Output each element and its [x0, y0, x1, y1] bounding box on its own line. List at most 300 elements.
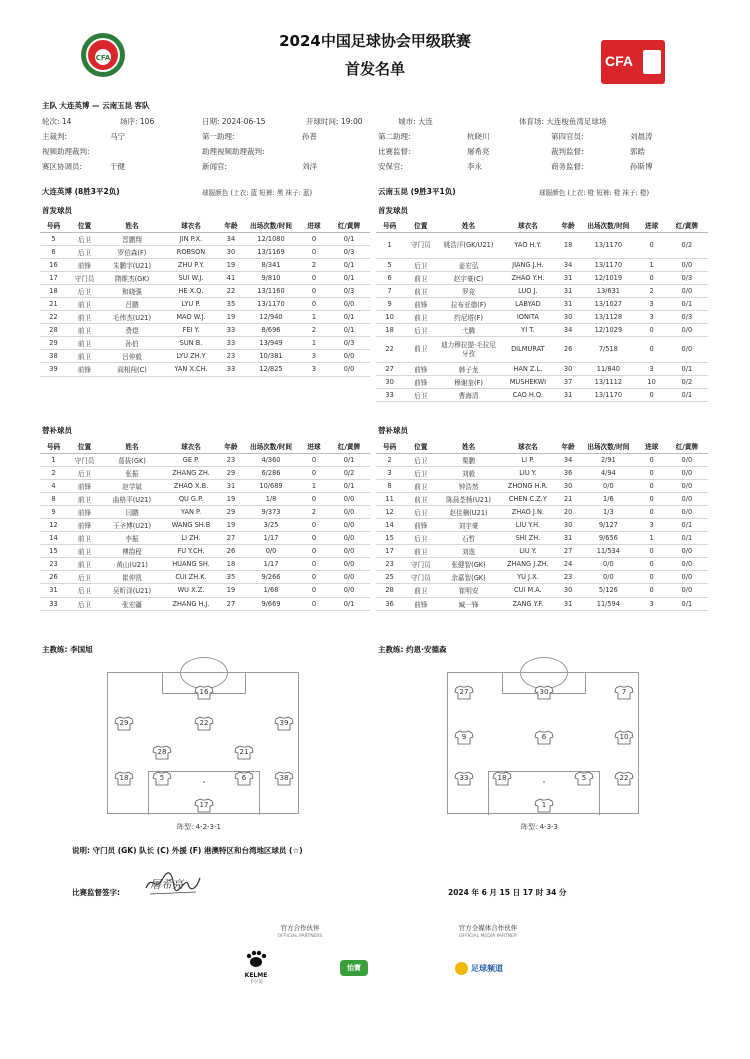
- official-name: 刘洋: [302, 162, 317, 171]
- table-row: [40, 571, 370, 584]
- official-label: 第二助理:: [378, 132, 411, 141]
- table-cell: 36: [376, 597, 403, 610]
- column-header: 出场次数/时间: [579, 219, 637, 232]
- table-cell: 0: [638, 271, 666, 284]
- table-cell: CAO H.Q.: [499, 389, 557, 402]
- table-cell: 前卫: [403, 545, 438, 558]
- table-cell: 0/1: [328, 597, 370, 610]
- table-cell: 12/1019: [579, 271, 637, 284]
- official-label: 助理视频助理裁判:: [202, 147, 265, 156]
- table-cell: 0/0: [666, 453, 708, 466]
- table-cell: 吕仲毅: [102, 350, 162, 363]
- table-cell: 9/810: [242, 271, 300, 284]
- table-cell: 8: [40, 492, 67, 505]
- table-cell: LIU Y.: [499, 466, 557, 479]
- table-cell: 和晓强: [102, 284, 162, 297]
- home-kit: 球服颜色 (上衣: 蓝 短裤: 黑 袜子: 蓝): [202, 189, 313, 197]
- table-cell: 13/1170: [579, 258, 637, 271]
- table-cell: 35: [220, 297, 242, 310]
- table-cell: 0/0: [666, 284, 708, 297]
- table-cell: 0: [300, 532, 328, 545]
- table-cell: 10/381: [242, 350, 300, 363]
- table-cell: 29: [220, 505, 242, 518]
- table-cell: 1/3: [579, 505, 637, 518]
- player-jersey-icon: [234, 745, 254, 760]
- table-row: [376, 453, 708, 466]
- column-header: 进球: [300, 440, 328, 453]
- table-cell: 吕鹏: [102, 297, 162, 310]
- table-cell: 刘宇豪: [438, 518, 498, 531]
- table-cell: 10: [638, 376, 666, 389]
- table-cell: 1: [300, 479, 328, 492]
- table-cell: 0/1: [328, 479, 370, 492]
- jersey-number: 38: [279, 774, 289, 782]
- table-cell: 赵佳楠(U21): [438, 505, 498, 518]
- column-header: 出场次数/时间: [242, 440, 300, 453]
- table-cell: 前卫: [403, 479, 438, 492]
- table-cell: ROBSON: [162, 245, 220, 258]
- table-cell: 前卫: [403, 337, 438, 363]
- table-cell: 后卫: [403, 453, 438, 466]
- player-jersey-icon: [274, 716, 294, 731]
- player-jersey-icon: [194, 685, 214, 700]
- away-formation-pitch: [447, 672, 639, 814]
- table-cell: 0/0: [328, 532, 370, 545]
- player-jersey-icon: [194, 798, 214, 813]
- page-subtitle: 首发名单: [344, 60, 405, 78]
- table-row: [40, 350, 370, 363]
- table-cell: 后卫: [67, 584, 102, 597]
- jersey-number: 7: [621, 688, 627, 696]
- table-row: [40, 597, 370, 610]
- official-name: 屠希亮: [467, 147, 490, 156]
- table-cell: 0: [300, 271, 328, 284]
- table-cell: LI ZH.: [162, 532, 220, 545]
- table-row: [376, 389, 708, 402]
- table-cell: 0/3: [666, 271, 708, 284]
- column-header: 号码: [376, 440, 403, 453]
- table-row: [40, 245, 370, 258]
- sign-datetime: 2024 年 6 月 15 日 17 时 34 分: [448, 888, 567, 897]
- column-header: 位置: [67, 440, 102, 453]
- table-cell: 0: [638, 492, 666, 505]
- jersey-number: 22: [619, 774, 629, 782]
- table-cell: 罗伯森(F): [102, 245, 162, 258]
- column-header: 红/黄牌: [666, 219, 708, 232]
- table-cell: 2: [300, 324, 328, 337]
- official-label: 第一助理:: [202, 132, 235, 141]
- player-jersey-icon: [614, 685, 634, 700]
- table-cell: 19: [220, 258, 242, 271]
- table-cell: 0/0: [666, 466, 708, 479]
- jersey-number: 6: [541, 733, 547, 741]
- table-row: [376, 232, 708, 258]
- table-cell: 0/0: [666, 545, 708, 558]
- table-cell: 0: [300, 284, 328, 297]
- table-cell: 33: [220, 337, 242, 350]
- table-cell: YU J.X.: [499, 571, 557, 584]
- table-cell: 钟浩然: [438, 479, 498, 492]
- away-kit: 球服颜色 (上衣: 橙 短裤: 橙 袜子: 橙): [539, 189, 650, 197]
- table-cell: 1: [300, 337, 328, 350]
- table-cell: 费煜: [102, 324, 162, 337]
- table-cell: 0/0: [328, 297, 370, 310]
- table-cell: 37: [557, 376, 579, 389]
- table-cell: 31: [557, 389, 579, 402]
- player-jersey-icon: [152, 771, 172, 786]
- table-cell: LUO J.: [499, 284, 557, 297]
- table-cell: 29: [220, 466, 242, 479]
- table-cell: 36: [557, 466, 579, 479]
- table-cell: 27: [376, 363, 403, 376]
- table-cell: 0/0: [666, 337, 708, 363]
- home-subs-table: [40, 440, 370, 611]
- column-header: 出场次数/时间: [579, 440, 637, 453]
- table-cell: 0/0: [328, 518, 370, 531]
- table-cell: 0: [638, 571, 666, 584]
- table-cell: 前锋: [403, 518, 438, 531]
- table-cell: 崔仲凯: [102, 571, 162, 584]
- column-header: 球衣名: [162, 440, 220, 453]
- player-jersey-icon: [534, 685, 554, 700]
- table-cell: 0/0: [242, 545, 300, 558]
- table-cell: 10: [376, 310, 403, 323]
- table-cell: 0/0: [666, 323, 708, 336]
- table-cell: 0: [638, 337, 666, 363]
- table-cell: 迪力穆拉提·毛拉尼牙孜: [438, 337, 498, 363]
- jersey-number: 28: [157, 748, 167, 756]
- table-cell: 0: [300, 518, 328, 531]
- official-name: 李永: [467, 162, 482, 171]
- table-cell: 13/1170: [579, 232, 637, 258]
- table-cell: 17: [40, 271, 67, 284]
- table-cell: 5/126: [579, 584, 637, 597]
- table-cell: 臧一锋: [438, 597, 498, 610]
- table-cell: 0/3: [666, 310, 708, 323]
- table-cell: 33: [40, 597, 67, 610]
- table-cell: 13/1170: [579, 389, 637, 402]
- table-cell: 0: [300, 297, 328, 310]
- media-partner-caption: 官方全媒体合作伙伴 OFFICIAL MEDIA PARTNER: [458, 924, 518, 939]
- table-cell: 3: [376, 466, 403, 479]
- home-starters-table: [40, 219, 370, 377]
- official-label: 新闻官:: [202, 162, 228, 171]
- table-cell: 前卫: [67, 337, 102, 350]
- table-cell: 后卫: [403, 505, 438, 518]
- table-cell: SUI W.J.: [162, 271, 220, 284]
- table-cell: 晋鹏翔: [102, 232, 162, 245]
- table-cell: 赵学斌: [102, 479, 162, 492]
- table-cell: 18: [557, 232, 579, 258]
- table-cell: 0: [638, 323, 666, 336]
- table-cell: 黄山(U21): [102, 558, 162, 571]
- table-cell: 后卫: [67, 571, 102, 584]
- table-cell: 33: [220, 324, 242, 337]
- away-starters-label: 首发球员: [378, 206, 408, 215]
- table-row: [40, 558, 370, 571]
- column-header: 年龄: [557, 219, 579, 232]
- jersey-number: 5: [581, 774, 587, 782]
- table-cell: 0: [300, 558, 328, 571]
- table-cell: 6: [376, 271, 403, 284]
- table-cell: 前卫: [67, 545, 102, 558]
- table-cell: 石哲: [438, 532, 498, 545]
- table-row: [40, 363, 370, 376]
- table-cell: YAO H.Y.: [499, 232, 557, 258]
- table-cell: 朱鹏宇(U21): [102, 258, 162, 271]
- supervisor-signature: 屠希亮: [142, 868, 204, 898]
- table-cell: 守门员: [403, 558, 438, 571]
- table-cell: 刘毅: [438, 466, 498, 479]
- table-cell: 韩子龙: [438, 363, 498, 376]
- table-cell: 0/3: [328, 337, 370, 350]
- table-cell: 前卫: [67, 558, 102, 571]
- table-cell: 0/0: [328, 584, 370, 597]
- table-cell: 3: [638, 297, 666, 310]
- table-cell: 1: [376, 232, 403, 258]
- table-cell: HUANG SH.: [162, 558, 220, 571]
- table-cell: LIU Y.: [499, 545, 557, 558]
- table-cell: 0: [638, 466, 666, 479]
- table-cell: 19: [220, 492, 242, 505]
- table-cell: 前锋: [67, 505, 102, 518]
- table-cell: ZANG Y.F.: [499, 597, 557, 610]
- table-cell: 34: [557, 323, 579, 336]
- table-cell: 0/0: [666, 258, 708, 271]
- table-cell: ZHAO Y.H.: [499, 271, 557, 284]
- column-header: 姓名: [102, 440, 162, 453]
- away-formation-label: 阵型: 4-3-3: [521, 823, 558, 831]
- table-cell: 后卫: [403, 532, 438, 545]
- table-cell: 后卫: [67, 232, 102, 245]
- table-row: [376, 532, 708, 545]
- table-cell: 11/594: [579, 597, 637, 610]
- table-cell: 0: [300, 466, 328, 479]
- table-cell: 0/0: [666, 558, 708, 571]
- table-cell: 14: [376, 518, 403, 531]
- table-cell: 阎相闯(C): [102, 363, 162, 376]
- table-cell: 30: [557, 310, 579, 323]
- table-cell: 26: [220, 545, 242, 558]
- official-name: 孙斯博: [630, 162, 653, 171]
- table-cell: ZHANG H.J.: [162, 597, 220, 610]
- away-subs-table: [376, 440, 708, 611]
- table-cell: 0/0: [328, 492, 370, 505]
- table-cell: 23: [376, 558, 403, 571]
- table-cell: 9/266: [242, 571, 300, 584]
- jersey-number: 29: [119, 719, 129, 727]
- table-cell: 12/825: [242, 363, 300, 376]
- column-header: 进球: [300, 219, 328, 232]
- table-row: [376, 558, 708, 571]
- table-cell: 前卫: [403, 310, 438, 323]
- table-cell: YI T.: [499, 323, 557, 336]
- table-cell: 30: [557, 363, 579, 376]
- table-cell: 34: [557, 453, 579, 466]
- table-cell: 30: [376, 376, 403, 389]
- table-cell: SHI ZH.: [499, 532, 557, 545]
- table-cell: 13/1112: [579, 376, 637, 389]
- table-cell: 前卫: [67, 311, 102, 324]
- table-cell: CHEN C.Z.Y: [499, 492, 557, 505]
- table-cell: 姜宏弘: [438, 258, 498, 271]
- table-cell: 0/0: [666, 479, 708, 492]
- table-row: [40, 337, 370, 350]
- table-cell: 9/373: [242, 505, 300, 518]
- away-coach: 主教练: 约恩·安德森: [378, 645, 447, 654]
- table-cell: 30: [557, 518, 579, 531]
- table-cell: 1: [300, 311, 328, 324]
- table-cell: 守门员: [67, 271, 102, 284]
- jersey-number: 10: [619, 733, 629, 741]
- table-cell: 11/534: [579, 545, 637, 558]
- official-name: 于健: [110, 162, 125, 171]
- table-cell: 18: [40, 284, 67, 297]
- table-cell: 3: [638, 363, 666, 376]
- table-cell: 守门员: [67, 453, 102, 466]
- official-name: 郭皓: [630, 147, 645, 156]
- home-coach: 主教练: 李国旭: [42, 645, 93, 654]
- table-cell: 前锋: [403, 376, 438, 389]
- table-cell: 12/940: [242, 311, 300, 324]
- table-cell: 张振: [102, 466, 162, 479]
- table-row: [376, 492, 708, 505]
- column-header: 出场次数/时间: [242, 219, 300, 232]
- table-cell: 5: [40, 232, 67, 245]
- table-cell: 张健智(GK): [438, 558, 498, 571]
- column-header: 年龄: [557, 440, 579, 453]
- table-cell: 0: [638, 232, 666, 258]
- table-cell: 28: [40, 324, 67, 337]
- player-jersey-icon: [614, 730, 634, 745]
- jersey-number: 16: [199, 688, 209, 696]
- table-cell: 穆谢奎(F): [438, 376, 498, 389]
- table-cell: 7: [376, 284, 403, 297]
- table-cell: HAN Z.L.: [499, 363, 557, 376]
- table-cell: 前卫: [67, 297, 102, 310]
- table-cell: 0: [300, 453, 328, 466]
- table-row: [376, 297, 708, 310]
- table-row: [376, 310, 708, 323]
- table-cell: 23: [220, 453, 242, 466]
- jersey-number: 1: [541, 801, 547, 809]
- table-cell: 李振: [102, 532, 162, 545]
- table-cell: 1/17: [242, 558, 300, 571]
- table-cell: 0/0: [666, 584, 708, 597]
- svg-text:CFA: CFA: [95, 54, 111, 62]
- column-header: 姓名: [102, 219, 162, 232]
- table-cell: 13/949: [242, 337, 300, 350]
- table-cell: 0: [300, 571, 328, 584]
- jersey-number: 21: [239, 748, 249, 756]
- table-cell: 前锋: [67, 363, 102, 376]
- table-cell: 余嘉智(GK): [438, 571, 498, 584]
- table-cell: 后卫: [67, 245, 102, 258]
- table-cell: 24: [557, 558, 579, 571]
- table-row: [376, 545, 708, 558]
- table-row: [40, 518, 370, 531]
- table-cell: 0: [638, 389, 666, 402]
- table-cell: 1: [40, 453, 67, 466]
- table-cell: LYU P.: [162, 297, 220, 310]
- table-cell: 姚浩洋(GK/U21): [438, 232, 498, 258]
- player-jersey-icon: [574, 771, 594, 786]
- table-cell: 23: [220, 350, 242, 363]
- table-cell: 2: [40, 466, 67, 479]
- table-cell: YAN P.: [162, 505, 220, 518]
- table-cell: 29: [40, 337, 67, 350]
- table-cell: 31: [40, 584, 67, 597]
- table-cell: 前卫: [403, 584, 438, 597]
- table-cell: 前卫: [67, 350, 102, 363]
- official-label: 赛区协调员:: [42, 162, 83, 171]
- table-cell: 22: [40, 311, 67, 324]
- table-cell: 0/1: [328, 453, 370, 466]
- table-cell: 前卫: [67, 532, 102, 545]
- jersey-number: 30: [539, 688, 549, 696]
- table-cell: 21: [557, 492, 579, 505]
- table-cell: 0/1: [328, 324, 370, 337]
- table-cell: 陈晨荃杨(U21): [438, 492, 498, 505]
- table-cell: 栗鹏: [438, 453, 498, 466]
- table-row: [376, 337, 708, 363]
- table-row: [376, 284, 708, 297]
- table-cell: FEI Y.: [162, 324, 220, 337]
- table-cell: 0: [300, 584, 328, 597]
- table-cell: 26: [557, 337, 579, 363]
- table-cell: 13/1027: [579, 297, 637, 310]
- table-cell: 9: [376, 297, 403, 310]
- table-cell: 30: [557, 584, 579, 597]
- cfa-brand-logo: CFA: [601, 40, 665, 84]
- table-cell: ZHANG ZH.: [162, 466, 220, 479]
- table-cell: 31: [557, 297, 579, 310]
- official-label: 商务监督:: [551, 162, 584, 171]
- table-cell: 38: [40, 350, 67, 363]
- column-header: 姓名: [438, 219, 498, 232]
- table-cell: 孙伯: [102, 337, 162, 350]
- home-subs-label: 替补球员: [42, 426, 72, 435]
- table-cell: 闫鹏: [102, 505, 162, 518]
- table-row: [376, 466, 708, 479]
- table-cell: 35: [220, 571, 242, 584]
- table-cell: 33: [376, 389, 403, 402]
- table-cell: 前锋: [67, 479, 102, 492]
- column-header: 号码: [376, 219, 403, 232]
- yibao-logo: 怡寶: [340, 960, 368, 976]
- table-row: [376, 271, 708, 284]
- table-row: [376, 584, 708, 597]
- player-jersey-icon: [534, 730, 554, 745]
- player-jersey-icon: [194, 716, 214, 731]
- table-cell: 1/17: [242, 532, 300, 545]
- table-cell: 0/2: [666, 376, 708, 389]
- column-header: 位置: [67, 219, 102, 232]
- table-cell: 罗竞: [438, 284, 498, 297]
- table-cell: 12: [40, 518, 67, 531]
- jersey-number: 5: [159, 774, 165, 782]
- table-cell: 0: [300, 232, 328, 245]
- table-cell: 前卫: [403, 492, 438, 505]
- table-cell: 约尼塔(F): [438, 310, 498, 323]
- table-cell: 2/91: [579, 453, 637, 466]
- table-cell: 13/1170: [242, 297, 300, 310]
- table-cell: 0/1: [666, 518, 708, 531]
- table-row: [40, 271, 370, 284]
- jersey-number: 18: [119, 774, 129, 782]
- column-header: 年龄: [220, 219, 242, 232]
- official-label: 比赛监督:: [378, 147, 411, 156]
